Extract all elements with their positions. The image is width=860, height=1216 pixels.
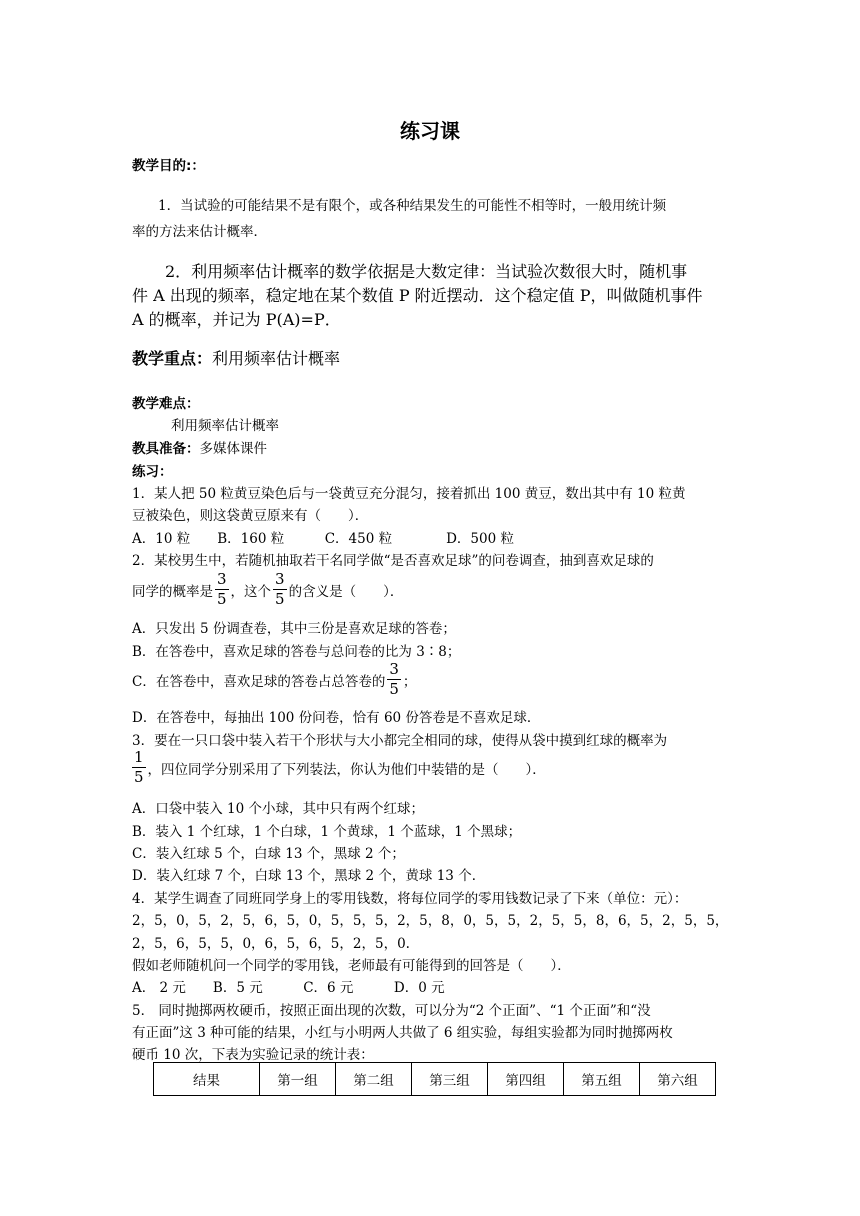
q3-line2	[130, 750, 546, 785]
objective-item2-line1: 2．利用频率估计概率的数学依据是大数定律：当试验次数很大时，随机事	[165, 262, 688, 281]
q2-option-c	[132, 662, 416, 697]
objective-label: 教学目的:：	[132, 158, 205, 174]
table-header-cell: 第四组	[488, 1063, 564, 1096]
table-header-cell: 第五组	[564, 1063, 640, 1096]
q3-option-c: C．装入红球 5 个，白球 13 个，黑球 2 个；	[132, 846, 405, 862]
q3-line2-text: ，四位同学分别采用了下列装法，你认为他们中装错的是（ ）．	[147, 761, 546, 778]
q3-option-d: D．装入红球 7 个，白球 13 个，黑球 2 个，黄球 13 个．	[132, 868, 486, 884]
q4-line3: 2，5，6，5，5，0，6，5，6，5，2，5，0.	[132, 936, 410, 952]
table-header-cell: 第二组	[336, 1063, 412, 1096]
q2-option-d: D．在答卷中，每抽出 100 份问卷，恰有 60 份答卷是不喜欢足球．	[132, 710, 541, 726]
table-header-cell: 第三组	[412, 1063, 488, 1096]
q2-line1: 2．某校男生中，若随机抽取若干名同学做“是否喜欢足球”的问卷调查，抽到喜欢足球的	[132, 553, 654, 569]
tools-label: 教具准备：	[132, 441, 200, 457]
q2-option-a: A．只发出 5 份调查卷，其中三份是喜欢足球的答卷；	[132, 621, 456, 637]
results-table	[153, 1062, 716, 1096]
q2-fraction-3	[387, 662, 401, 697]
objective-item1-line1: 1．当试验的可能结果不是有限个，或各种结果发生的可能性不相等时，一般用统计频	[158, 198, 667, 214]
tools	[132, 437, 267, 457]
fraction-numerator: 3	[275, 570, 285, 588]
fraction-denominator: 5	[389, 680, 399, 698]
q2-line2-a: 同学的概率是	[132, 583, 213, 600]
q1-options: A．10 粒 B．160 粒 C．450 粒 D．500 粒	[132, 531, 514, 547]
key-point	[132, 346, 340, 369]
q3-option-a: A．口袋中装入 10 个小球，其中只有两个红球；	[132, 801, 425, 817]
q4-line4: 假如老师随机问一个同学的零用钱，老师最有可能得到的回答是（ ）．	[132, 958, 571, 974]
fraction-numerator: 3	[389, 660, 399, 678]
table-header-row	[154, 1063, 716, 1096]
key-point-text: 利用频率估计概率	[212, 349, 341, 368]
q2-line2-c: 的含义是（ ）．	[288, 583, 404, 600]
fraction-denominator: 5	[217, 590, 227, 608]
q4-line2: 2，5，0，5，2，5，6，5，0，5，5，5，2，5，8，0，5，5，2，5，5，8，6，5，2，5，5，	[132, 913, 729, 929]
table-header-cell: 第一组	[260, 1063, 336, 1096]
q3-line1: 3．要在一只口袋中装入若干个形状与大小都完全相同的球，使得从袋中摸到红球的概率为	[132, 733, 668, 749]
fraction-denominator: 5	[134, 768, 144, 786]
tools-text: 多媒体课件	[199, 441, 267, 457]
fraction-numerator: 3	[217, 570, 227, 588]
q4-options: A． 2 元 B．5 元 C．6 元 D．0 元	[132, 980, 445, 996]
q2-option-c-end: ；	[402, 673, 417, 690]
difficulty-text: 利用频率估计概率	[171, 418, 279, 434]
objective-item2-line2: 件 A 出现的频率，稳定地在某个数值 P 附近摆动．这个稳定值 P，叫做随机事件	[132, 286, 703, 305]
q1-line1: 1．某人把 50 粒黄豆染色后与一袋黄豆充分混匀，接着抓出 100 黄豆，数出其中有 10 粒黄	[132, 486, 686, 502]
difficulty-label: 教学难点：	[132, 396, 200, 412]
page-title: 练习课	[400, 119, 460, 143]
q5-line2: 有正面”这 3 种可能的结果，小红与小明两人共做了 6 组实验，每组实验都为同时抛掷两枚	[132, 1025, 673, 1041]
objective-item2-line3: A 的概率，并记为 P(A)=P．	[132, 310, 341, 329]
q5-line3: 硬币 10 次，下表为实验记录的统计表：	[132, 1047, 374, 1063]
q2-line2-b: ，这个	[230, 583, 272, 600]
q2-option-b: B．在答卷中，喜欢足球的答卷与总问卷的比为 3∶8；	[132, 644, 461, 660]
q5-line1: 5． 同时抛掷两枚硬币，按照正面出现的次数，可以分为“2 个正面”、“1 个正面”和“没	[132, 1003, 651, 1019]
table-header-cell: 第六组	[640, 1063, 716, 1096]
q2-fraction-1	[215, 572, 229, 607]
objective-item1-line2: 率的方法来估计概率．	[132, 224, 267, 240]
fraction-denominator: 5	[275, 590, 285, 608]
q4-line1: 4．某学生调查了同班同学身上的零用钱数，将每位同学的零用钱数记录了下来（单位：元）：	[132, 891, 688, 907]
q2-fraction-2	[273, 572, 287, 607]
q1-line2: 豆被染色，则这袋黄豆原来有（ ）．	[132, 508, 369, 524]
fraction-numerator: 1	[134, 748, 144, 766]
q3-option-b: B．装入 1 个红球，1 个白球，1 个黄球，1 个蓝球，1 个黑球；	[132, 824, 522, 840]
table-header-cell: 结果	[154, 1063, 260, 1096]
practice-label: 练习：	[132, 464, 173, 480]
q2-line2	[132, 572, 403, 607]
q3-fraction	[132, 750, 146, 785]
q2-option-c-text: C．在答卷中，喜欢足球的答卷占总答卷的	[132, 673, 386, 690]
key-point-label: 教学重点：	[132, 349, 213, 368]
